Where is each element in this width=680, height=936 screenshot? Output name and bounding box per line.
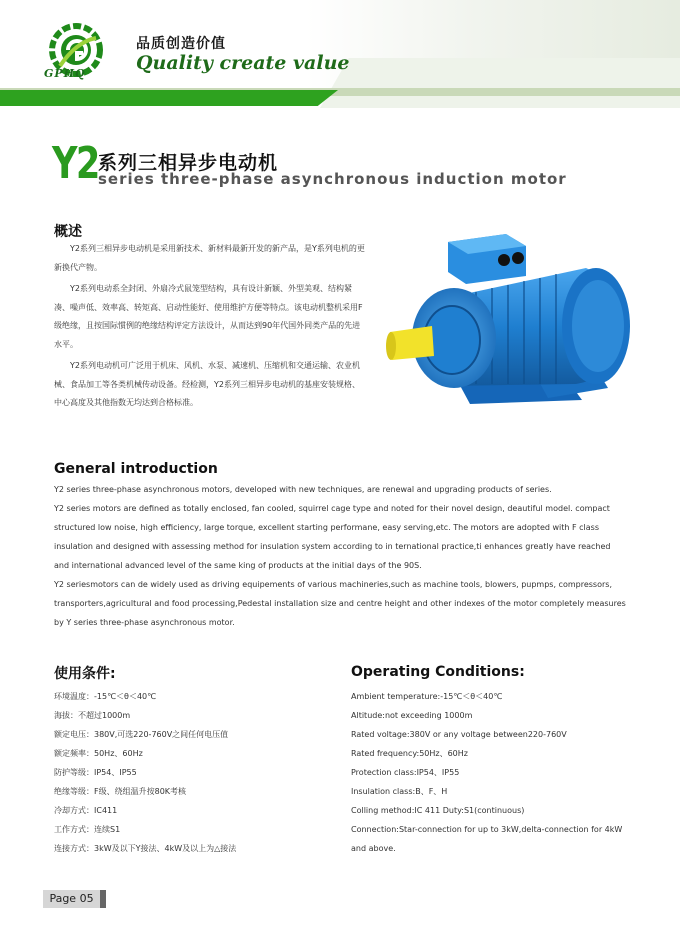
general-line: and international advanced level of the same king of products at the initial days of the 90S. [54, 561, 422, 570]
conditions-en-list [351, 687, 641, 858]
tagline-english: Quality create value [136, 52, 350, 74]
condition-item: 海拔：不超过1000m [54, 711, 131, 720]
general-line: transporters,agricultural and food processing,Pedestal installation size and centre height and other indexes of the motor completely measures [54, 599, 626, 608]
general-heading: General introduction [54, 461, 218, 477]
header-band-green [0, 90, 338, 106]
general-line: Y2 seriesmotors can de widely used as driving equipements of various machineries,such as machine tools, blowers, pupmps, compressors, [54, 580, 612, 589]
condition-item: Insulation class:B、F、H [351, 787, 448, 796]
general-text [54, 480, 644, 632]
conditions-cn-list [54, 687, 334, 858]
overview-paragraph: Y2系列电动机可广泛用于机床、风机、水泵、减速机、压缩机和交通运输、农业机械、食品加工等各类机械传动设备。经检测，Y2系列三相异步电动机的基座安装规格、中心高度及其他指数无均达到合格标准。 [54, 361, 360, 407]
condition-item: 冷却方式：IC411 [54, 806, 118, 815]
condition-item: 额定频率：50Hz、60Hz [54, 749, 143, 758]
condition-item: 工作方式：连续S1 [54, 825, 121, 834]
general-line: insulation and designed with assessing method for insulation system according to in ternational practice,ti enhances greatly have reached [54, 542, 611, 551]
condition-item: Colling method:IC 411 Duty:S1(continuous) [351, 806, 525, 815]
condition-item: Protection class:IP54、IP55 [351, 768, 460, 777]
overview-heading: 概述 [54, 224, 82, 240]
motor-illustration-icon [386, 228, 642, 418]
condition-item: Altitude:not exceeding 1000m [351, 711, 473, 720]
general-line: by Y series three-phase asynchronous motor. [54, 618, 235, 627]
general-line: Y2 series motors are defined as totally enclosed, fan cooled, squirrel cage type and noted for their novel design, deautiful model. compact [54, 504, 610, 513]
condition-item: 绝缘等级：F级、绕组温升按80K考核 [54, 787, 187, 796]
condition-item: and above. [351, 844, 396, 853]
header-diagonal [320, 58, 680, 108]
general-line: Y2 series three-phase asynchronous motors, developed with new techniques, are renewal and upgrading products of series. [54, 485, 552, 494]
conditions-en-heading: Operating Conditions: [351, 664, 525, 680]
title-chinese: 系列三相异步电动机 [98, 152, 279, 174]
tagline-chinese: 品质创造价值 [136, 36, 226, 52]
general-line: structured low noise, high efficiency, large torque, excellent starting performane, easy serving,etc. The motors are adopted with F class [54, 523, 600, 532]
condition-item: Ambient temperature:-15℃＜θ＜40℃ [351, 692, 503, 701]
brand-name: GPHQ [44, 67, 86, 80]
condition-item: 环境温度：-15℃＜θ＜40℃ [54, 692, 157, 701]
condition-item: Rated voltage:380V or any voltage between220-760V [351, 730, 567, 739]
conditions-cn-heading: 使用条件: [54, 666, 116, 682]
model-name: Y2 [52, 138, 99, 189]
overview-paragraph: Y2系列电动系全封闭、外扇冷式鼠笼型结构，具有设计新颖、外型美观、结构紧凑、噪声低、效率高、转矩高、启动性能好、使用维护方便等特点。该电动机整机采用F级绝缘，且按国际惯例的绝缘结构评定方法设计，从而达到90年代国外同类产品的先进水平。 [54, 284, 363, 349]
condition-item: 额定电压：380V,可选220-760V之间任何电压值 [54, 730, 229, 739]
overview-paragraph: Y2系列三相异步电动机是采用新技术、新材料最新开发的新产品，是Y系列电机的更新换代产物。 [54, 244, 365, 272]
overview-text [54, 240, 366, 416]
condition-item: Rated frequency:50Hz、60Hz [351, 749, 468, 758]
condition-item: 连接方式：3kW及以下Y接法、4kW及以上为△接法 [54, 844, 237, 853]
page-number: Page 05 [43, 890, 100, 908]
condition-item: 防护等级：IP54、IP55 [54, 768, 137, 777]
condition-item: Connection:Star-connection for up to 3kW,delta-connection for 4kW [351, 825, 623, 834]
title-english: series three-phase asynchronous induction motor [98, 170, 567, 188]
page-marker [100, 890, 106, 908]
